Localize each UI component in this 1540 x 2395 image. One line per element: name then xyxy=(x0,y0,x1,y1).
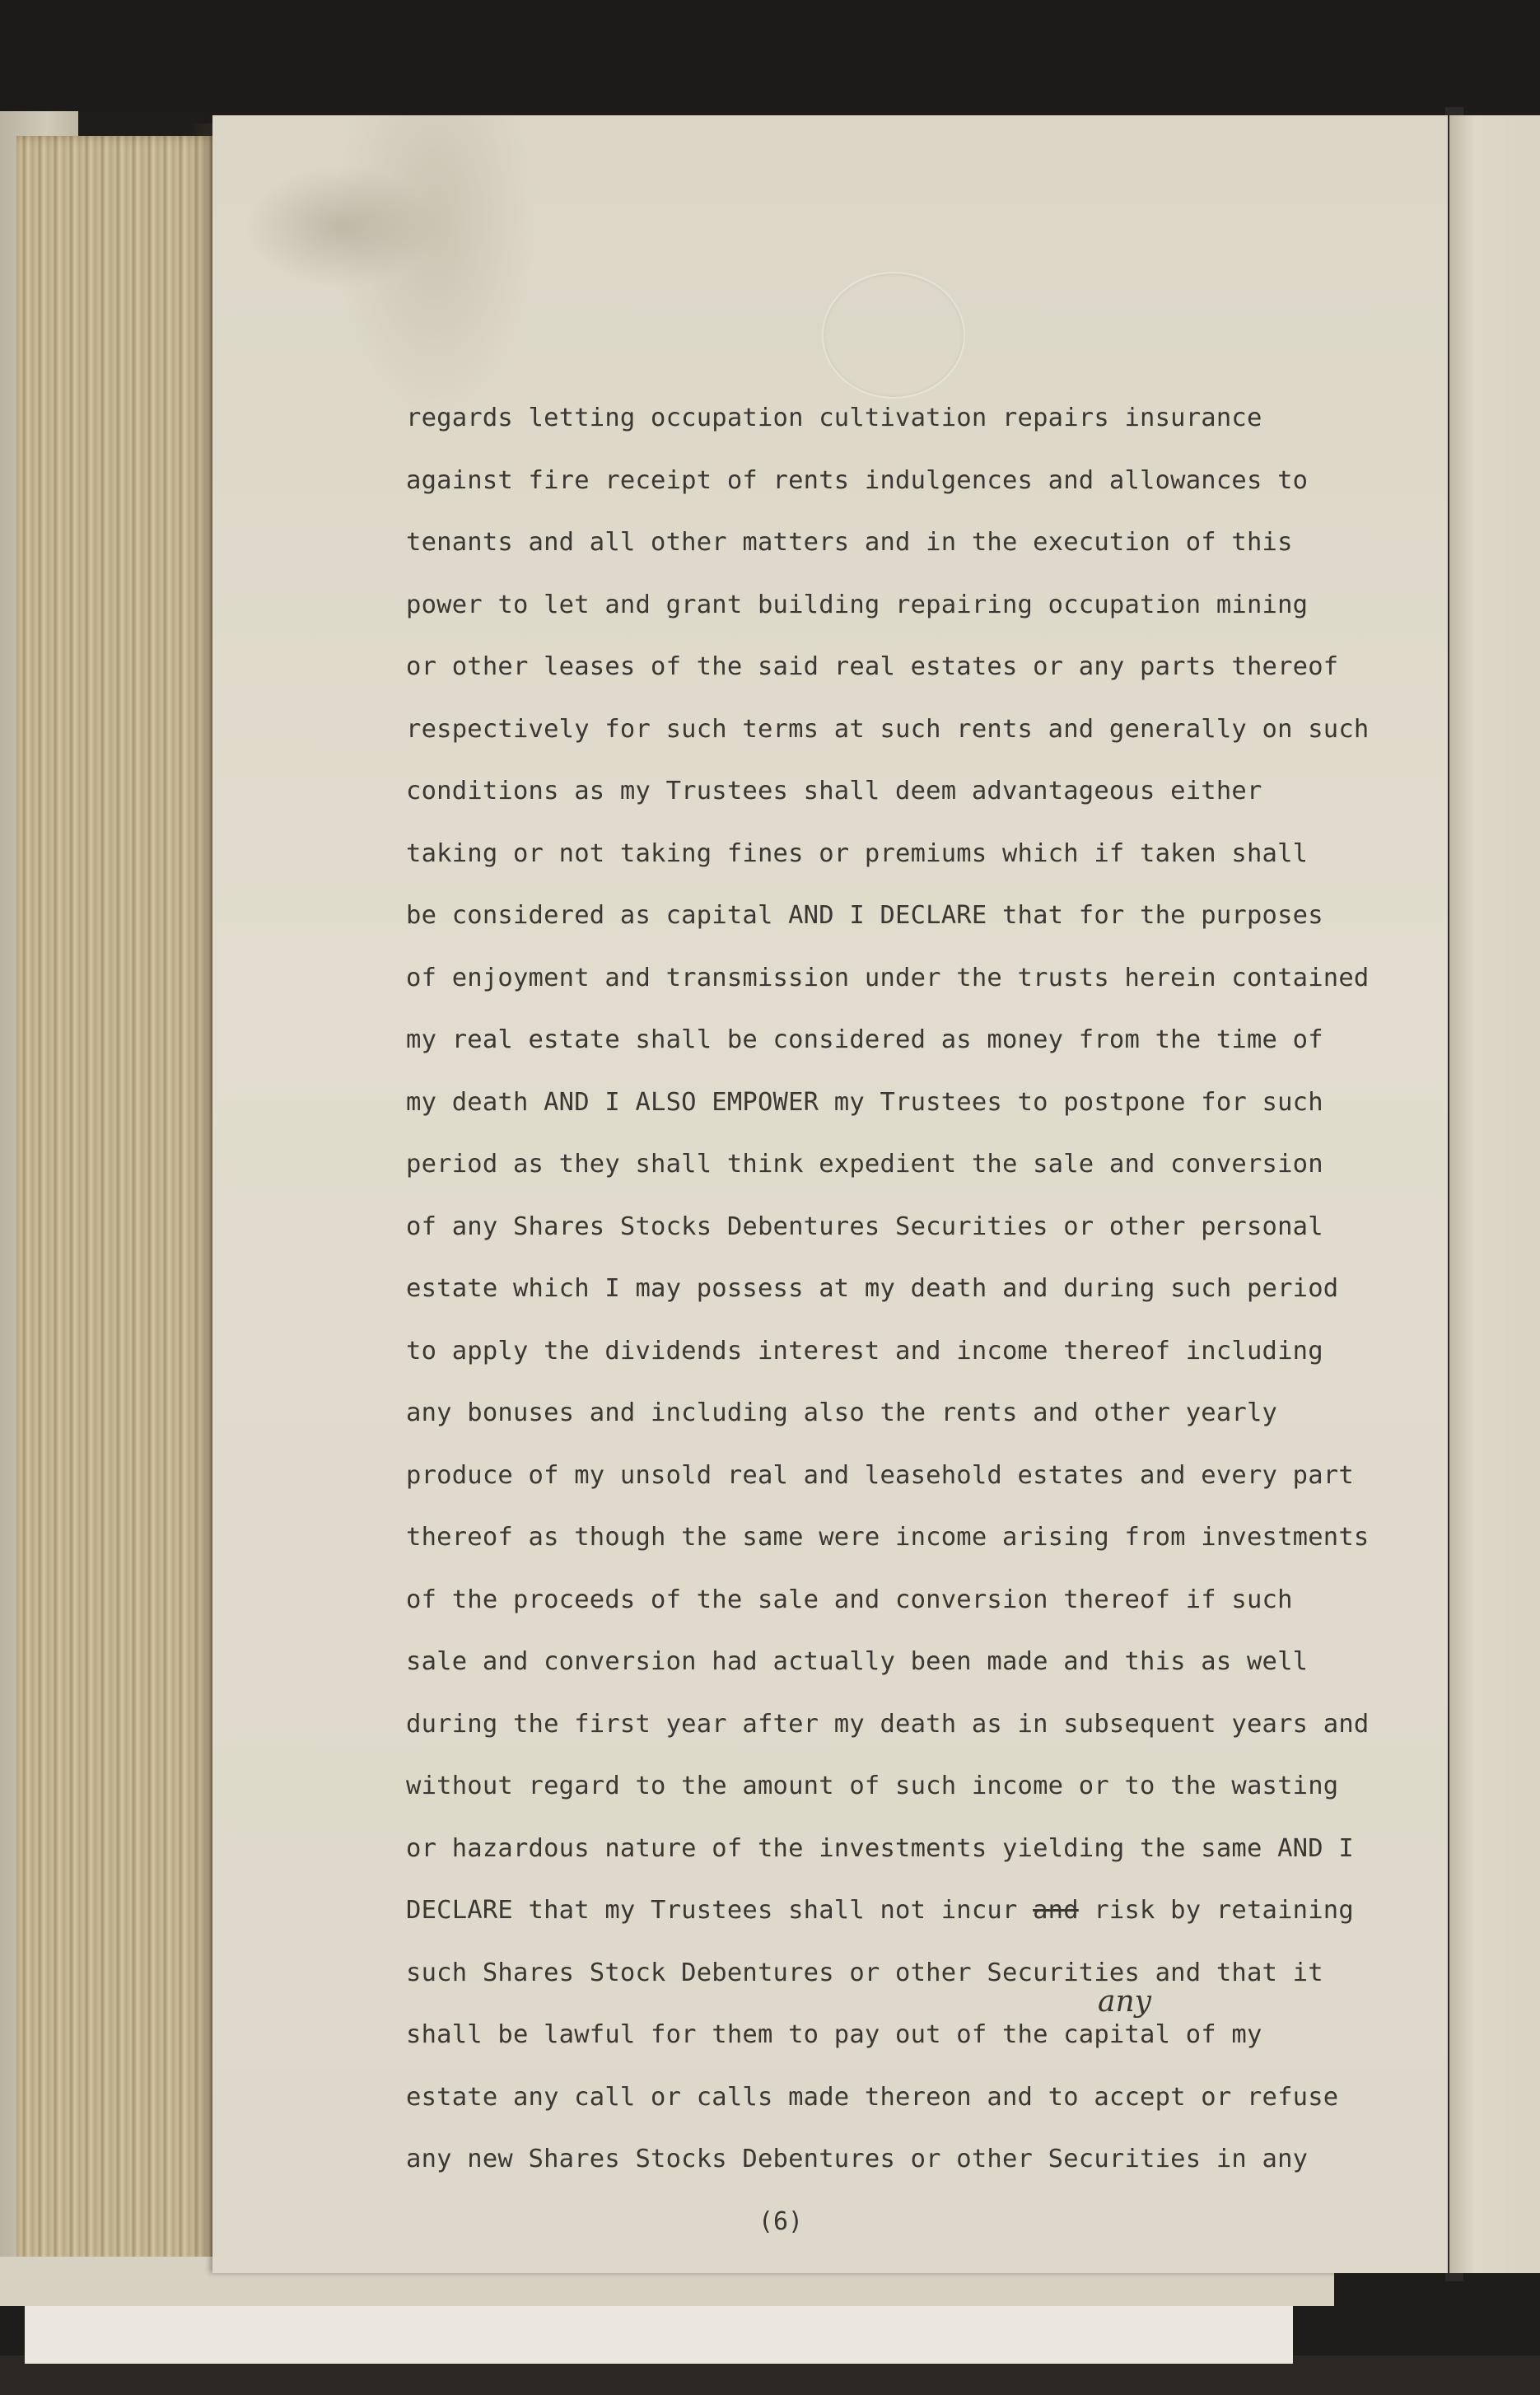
text-line: thereof as though the same were income arising from investments xyxy=(406,1523,1370,1552)
text-line: respectively for such terms at such rents and generally on such xyxy=(406,714,1370,744)
stain-mark xyxy=(245,165,435,288)
text-line: estate any call or calls made thereon and to accept or refuse xyxy=(406,2082,1339,2112)
text-line: taking or not taking fines or premiums which if taken shall xyxy=(406,838,1309,868)
text-line: such Shares Stock Debentures or other Securities and that it xyxy=(406,1958,1323,1987)
text-line: period as they shall think expedient the sale and conversion xyxy=(406,1150,1323,1179)
page-number: (6) xyxy=(758,2207,804,2236)
text-line: be considered as capital AND I DECLARE that for the purposes xyxy=(406,901,1323,930)
text-line: of enjoyment and transmission under the trusts herein contained xyxy=(406,963,1370,992)
line-before-strike: DECLARE that my Trustees shall not incur xyxy=(406,1896,1034,1925)
text-line: shall be lawful for them to pay out of the capital of my xyxy=(406,2020,1262,2049)
text-line: against fire receipt of rents indulgences and allowances to xyxy=(406,465,1309,495)
text-line: during the first year after my death as in subsequent years and xyxy=(406,1709,1370,1739)
embossed-seal xyxy=(822,272,965,399)
text-line: power to let and grant building repairing occupation mining xyxy=(406,590,1309,619)
adjacent-right-page xyxy=(1449,115,1540,2273)
text-line: my death AND I ALSO EMPOWER my Trustees to postpone for such xyxy=(406,1087,1323,1117)
text-line: to apply the dividends interest and income thereof including xyxy=(406,1336,1323,1366)
text-line: produce of my unsold real and leasehold estates and every part xyxy=(406,1460,1354,1490)
struck-word: and xyxy=(1033,1896,1079,1925)
handwritten-insertion: any xyxy=(1098,1985,1151,2019)
text-line: tenants and all other matters and in the execution of this xyxy=(406,528,1293,557)
text-line: my real estate shall be considered as money from the time of xyxy=(406,1025,1323,1054)
text-line: or other leases of the said real estates or any parts thereof xyxy=(406,652,1339,681)
text-line: conditions as my Trustees shall deem advantageous either xyxy=(406,777,1262,805)
text-line-with-correction xyxy=(406,1879,1440,1942)
text-line: any new Shares Stocks Debentures or other Securities in any xyxy=(406,2145,1309,2173)
binder-top-edge xyxy=(0,0,1540,111)
text-line: estate which I may possess at my death and during such period xyxy=(406,1274,1339,1303)
typed-text-block xyxy=(406,387,1440,2191)
text-line: sale and conversion had actually been made and this as well xyxy=(406,1647,1309,1676)
text-line: regards letting occupation cultivation repairs insurance xyxy=(406,404,1262,432)
text-line: any bonuses and including also the rents and other yearly xyxy=(406,1398,1278,1427)
text-line: without regard to the amount of such income or to the wasting xyxy=(406,1772,1339,1800)
text-line: or hazardous nature of the investments yielding the same AND I xyxy=(406,1833,1354,1863)
line-after-strike: risk by retaining xyxy=(1078,1896,1354,1925)
document-page xyxy=(212,115,1448,2273)
text-line: of the proceeds of the sale and conversion thereof if such xyxy=(406,1585,1293,1614)
text-line: of any Shares Stocks Debentures Securities or other personal xyxy=(406,1212,1323,1241)
bottom-loose-sheet xyxy=(25,2306,1293,2364)
